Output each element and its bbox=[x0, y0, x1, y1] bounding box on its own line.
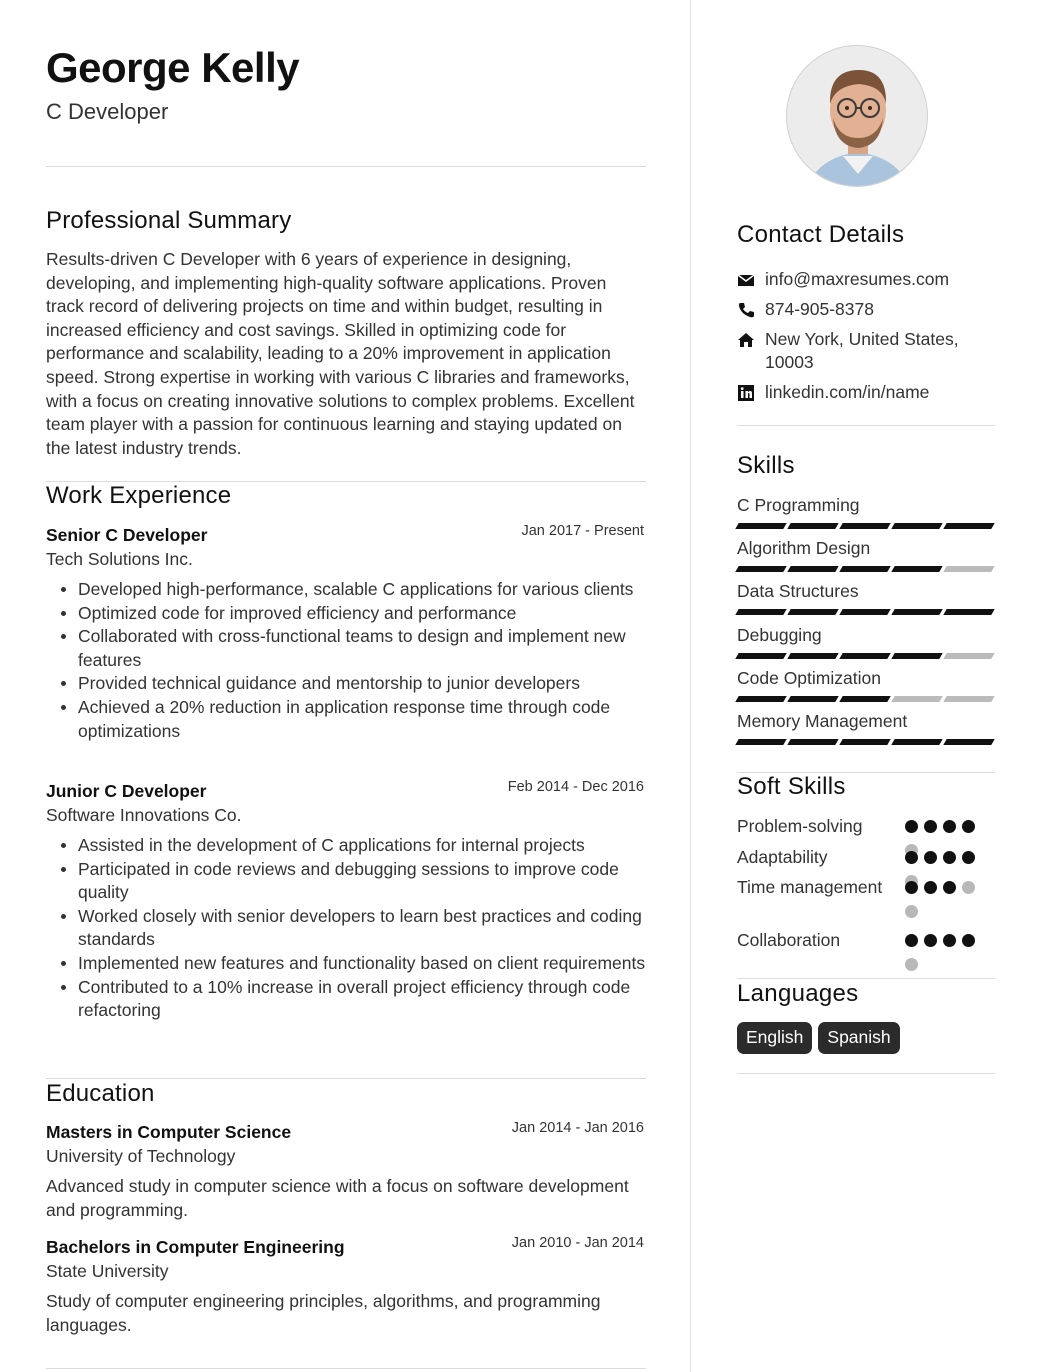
skill-level-bars bbox=[737, 739, 995, 745]
soft-skill-level-dot bbox=[962, 820, 975, 833]
job-date: Feb 2014 - Dec 2016 bbox=[507, 779, 644, 795]
skill-name: Data Structures bbox=[737, 581, 859, 601]
soft-skill-level-dot bbox=[943, 881, 956, 894]
contact-linkedin[interactable] bbox=[737, 381, 995, 404]
contact-phone[interactable] bbox=[737, 298, 995, 321]
education-heading: Education bbox=[46, 1080, 155, 1107]
portrait-illustration bbox=[787, 46, 928, 187]
job-entry bbox=[46, 525, 646, 743]
soft-skill-level-dot bbox=[962, 851, 975, 864]
linkedin-text: linkedin.com/in/name bbox=[765, 382, 930, 402]
skill-level-segment bbox=[943, 739, 994, 745]
skill-item bbox=[737, 494, 995, 529]
experience-heading: Work Experience bbox=[46, 482, 232, 509]
skill-level-segment bbox=[943, 696, 994, 702]
soft-skills-heading: Soft Skills bbox=[737, 773, 846, 800]
soft-skill-level-dot bbox=[905, 881, 918, 894]
skill-level-segment bbox=[891, 653, 942, 659]
skill-level-segment bbox=[735, 696, 786, 702]
skill-item bbox=[737, 537, 995, 572]
header-divider bbox=[46, 166, 646, 167]
skill-level-segment bbox=[891, 523, 942, 529]
soft-skill-level-dot bbox=[943, 820, 956, 833]
soft-skill-level-dot bbox=[943, 851, 956, 864]
skill-name: Memory Management bbox=[737, 711, 908, 731]
soft-skill-level-dot bbox=[905, 905, 918, 918]
linkedin-icon bbox=[737, 384, 755, 402]
skill-level-segment bbox=[943, 566, 994, 572]
skills-heading: Skills bbox=[737, 452, 795, 479]
skill-level-segment bbox=[787, 739, 838, 745]
skill-level-segment bbox=[891, 696, 942, 702]
job-bullet: Worked closely with senior developers to learn best practices and coding standards bbox=[78, 905, 646, 952]
soft-skill-item bbox=[737, 929, 995, 952]
job-bullets bbox=[46, 834, 646, 1023]
contact-address bbox=[737, 328, 995, 374]
skill-level-bars bbox=[737, 609, 995, 615]
skill-item bbox=[737, 667, 995, 702]
column-divider bbox=[690, 0, 691, 1372]
contact-heading: Contact Details bbox=[737, 221, 905, 248]
soft-skill-item bbox=[737, 846, 995, 869]
contact-divider bbox=[737, 425, 995, 426]
soft-skill-level-dot bbox=[924, 934, 937, 947]
soft-skill-level-dot bbox=[924, 820, 937, 833]
skill-item bbox=[737, 580, 995, 615]
school-name: University of Technology bbox=[46, 1146, 236, 1166]
skill-level-segment bbox=[839, 523, 890, 529]
skill-level-bars bbox=[737, 696, 995, 702]
job-role: Senior C Developer bbox=[46, 525, 208, 545]
language-chip: English bbox=[737, 1022, 812, 1054]
soft-skill-level-dot bbox=[905, 934, 918, 947]
education-entry bbox=[46, 1237, 646, 1337]
skill-level-bars bbox=[737, 653, 995, 659]
soft-skill-level-dot bbox=[924, 851, 937, 864]
job-role: Junior C Developer bbox=[46, 781, 207, 801]
skill-level-segment bbox=[891, 566, 942, 572]
phone-text: 874-905-8378 bbox=[765, 299, 874, 319]
skill-level-segment bbox=[839, 566, 890, 572]
summary-text: Results-driven C Developer with 6 years of experience in designing, developing, and implementing high-quality software applications. Proven track record of delivering projects on time and within budget, resulting in increased efficiency and cost savings. Skilled in optimizing code for performance and scalability, leading to a 20% improvement in application speed. Strong expertise in working with various C libraries and frameworks, with a focus on creating innovative solutions to complex problems. Excellent team player with a passion for continuous learning and staying updated on the latest industry trends. bbox=[46, 249, 635, 458]
soft-skill-level-dot bbox=[905, 851, 918, 864]
soft-skill-level-dot bbox=[905, 958, 918, 971]
job-bullet: Provided technical guidance and mentorship to junior developers bbox=[78, 672, 646, 696]
skill-level-segment bbox=[943, 653, 994, 659]
education-description: Study of computer engineering principles, algorithms, and programming languages. bbox=[46, 1291, 601, 1335]
soft-skill-level-dot bbox=[943, 934, 956, 947]
education-date: Jan 2010 - Jan 2014 bbox=[511, 1235, 644, 1251]
job-entry bbox=[46, 781, 646, 1023]
soft-skill-name: Collaboration bbox=[737, 930, 841, 950]
phone-icon bbox=[737, 301, 755, 319]
job-date: Jan 2017 - Present bbox=[521, 523, 644, 539]
skill-level-bars bbox=[737, 523, 995, 529]
degree-title: Bachelors in Computer Engineering bbox=[46, 1237, 345, 1257]
soft-skill-level-dot bbox=[962, 934, 975, 947]
candidate-name: George Kelly bbox=[46, 44, 300, 91]
soft-skill-item bbox=[737, 815, 995, 838]
languages-list bbox=[737, 1022, 900, 1054]
degree-title: Masters in Computer Science bbox=[46, 1122, 292, 1142]
skill-level-segment bbox=[943, 523, 994, 529]
school-name: State University bbox=[46, 1261, 169, 1281]
job-bullets bbox=[46, 578, 646, 743]
skill-item bbox=[737, 624, 995, 659]
job-company: Tech Solutions Inc. bbox=[46, 549, 193, 569]
skill-level-segment bbox=[839, 739, 890, 745]
languages-divider bbox=[737, 1073, 995, 1074]
education-date: Jan 2014 - Jan 2016 bbox=[511, 1120, 644, 1136]
job-bullet: Collaborated with cross-functional teams to design and implement new features bbox=[78, 625, 646, 672]
skill-level-segment bbox=[787, 653, 838, 659]
job-bullet: Contributed to a 10% increase in overall project efficiency through code refactoring bbox=[78, 976, 646, 1023]
skill-level-segment bbox=[891, 739, 942, 745]
skill-level-segment bbox=[839, 653, 890, 659]
soft-skill-name: Adaptability bbox=[737, 847, 828, 867]
job-bullet: Optimized code for improved efficiency and performance bbox=[78, 602, 646, 626]
skill-level-segment bbox=[735, 653, 786, 659]
skill-level-bars bbox=[737, 566, 995, 572]
skill-level-segment bbox=[735, 739, 786, 745]
skill-level-segment bbox=[839, 696, 890, 702]
skill-level-segment bbox=[787, 609, 838, 615]
job-bullet: Developed high-performance, scalable C applications for various clients bbox=[78, 578, 646, 602]
experience-divider bbox=[46, 1078, 646, 1079]
skill-name: Algorithm Design bbox=[737, 538, 871, 558]
skill-level-segment bbox=[735, 566, 786, 572]
soft-skill-item bbox=[737, 876, 995, 899]
soft-skill-name: Time management bbox=[737, 877, 883, 897]
soft-skill-name: Problem-solving bbox=[737, 816, 863, 836]
job-bullet: Participated in code reviews and debugging sessions to improve code quality bbox=[78, 858, 646, 905]
skill-level-segment bbox=[735, 609, 786, 615]
skill-level-segment bbox=[891, 609, 942, 615]
education-description: Advanced study in computer science with a focus on software development and programming. bbox=[46, 1176, 629, 1220]
job-bullet: Assisted in the development of C applications for internal projects bbox=[78, 834, 646, 858]
email-text: info@maxresumes.com bbox=[765, 269, 950, 289]
summary-heading: Professional Summary bbox=[46, 207, 292, 234]
skill-level-segment bbox=[787, 696, 838, 702]
job-bullet: Achieved a 20% reduction in application response time through code optimizations bbox=[78, 696, 646, 743]
contact-email[interactable] bbox=[737, 268, 995, 291]
languages-heading: Languages bbox=[737, 980, 859, 1007]
address-text: New York, United States, 10003 bbox=[765, 329, 959, 372]
job-company: Software Innovations Co. bbox=[46, 805, 242, 825]
job-title: C Developer bbox=[46, 99, 169, 124]
envelope-icon bbox=[737, 271, 755, 289]
skill-level-segment bbox=[839, 609, 890, 615]
soft-skill-level-dot bbox=[962, 881, 975, 894]
skill-level-segment bbox=[787, 523, 838, 529]
skill-name: Debugging bbox=[737, 625, 822, 645]
skill-name: Code Optimization bbox=[737, 668, 881, 688]
soft-skill-level-dot bbox=[924, 881, 937, 894]
education-divider bbox=[46, 1368, 646, 1369]
soft-skills-divider bbox=[737, 978, 995, 979]
profile-photo bbox=[786, 45, 928, 187]
job-bullet: Implemented new features and functionality based on client requirements bbox=[78, 952, 646, 976]
skill-level-segment bbox=[787, 566, 838, 572]
soft-skill-level-dot bbox=[905, 820, 918, 833]
home-icon bbox=[737, 331, 755, 349]
skill-level-segment bbox=[735, 523, 786, 529]
skill-name: C Programming bbox=[737, 495, 860, 515]
education-entry bbox=[46, 1122, 646, 1222]
language-chip: Spanish bbox=[818, 1022, 899, 1054]
skill-level-segment bbox=[943, 609, 994, 615]
skill-item bbox=[737, 710, 995, 745]
